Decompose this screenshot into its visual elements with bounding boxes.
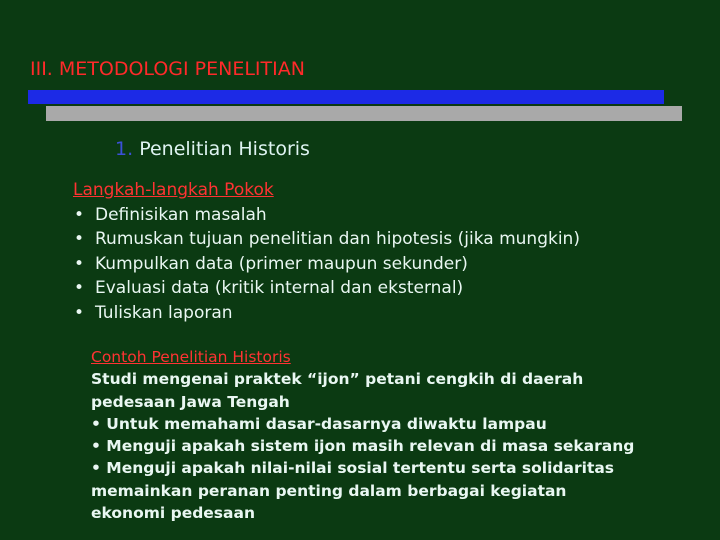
list-item-text: Definisikan masalah [95,204,267,225]
title-underline-blue-bar [28,90,664,104]
bullet: • [74,253,85,274]
steps-list [73,203,580,326]
steps-heading: Langkah-langkah Pokok [73,180,274,200]
list-item [73,252,580,277]
list-item-text: Evaluasi data (kritik internal dan eksternal) [95,278,464,298]
section-subtitle [115,138,310,160]
example-line: • Menguji apakah nilai-nilai sosial tertentu serta solidaritas [91,459,615,478]
list-item-text: Tuliskan laporan [95,302,233,323]
example-line: ekonomi pedesaan [91,504,255,523]
bullet: • [74,229,85,249]
example-block [91,346,676,524]
steps-block [73,178,580,325]
subtitle-number: 1. [115,138,134,160]
bullet: • [74,204,85,225]
title-underline-gray-bar [46,106,682,121]
bullet: • [74,278,85,298]
list-item [73,203,580,228]
example-line: • Untuk memahami dasar-dasarnya diwaktu lampau [91,414,547,433]
example-heading: Contoh Penelitian Historis [91,348,291,366]
example-line: Studi mengenai praktek “ijon” petani cengkih di daerah [91,370,584,389]
list-item [73,227,580,252]
list-item-text: Rumuskan tujuan penelitian dan hipotesis (jika mungkin) [95,229,580,249]
list-item [73,276,580,301]
example-line: pedesaan Jawa Tengah [91,392,290,411]
example-line: • Menguji apakah sistem ijon masih relevan di masa sekarang [91,437,635,456]
list-item [73,301,580,326]
bullet: • [74,302,85,323]
example-line: memainkan peranan penting dalam berbagai kegiatan [91,481,567,500]
list-item-text: Kumpulkan data (primer maupun sekunder) [95,253,468,274]
subtitle-text: Penelitian Historis [139,138,310,160]
slide-title: III. METODOLOGI PENELITIAN [30,58,305,80]
